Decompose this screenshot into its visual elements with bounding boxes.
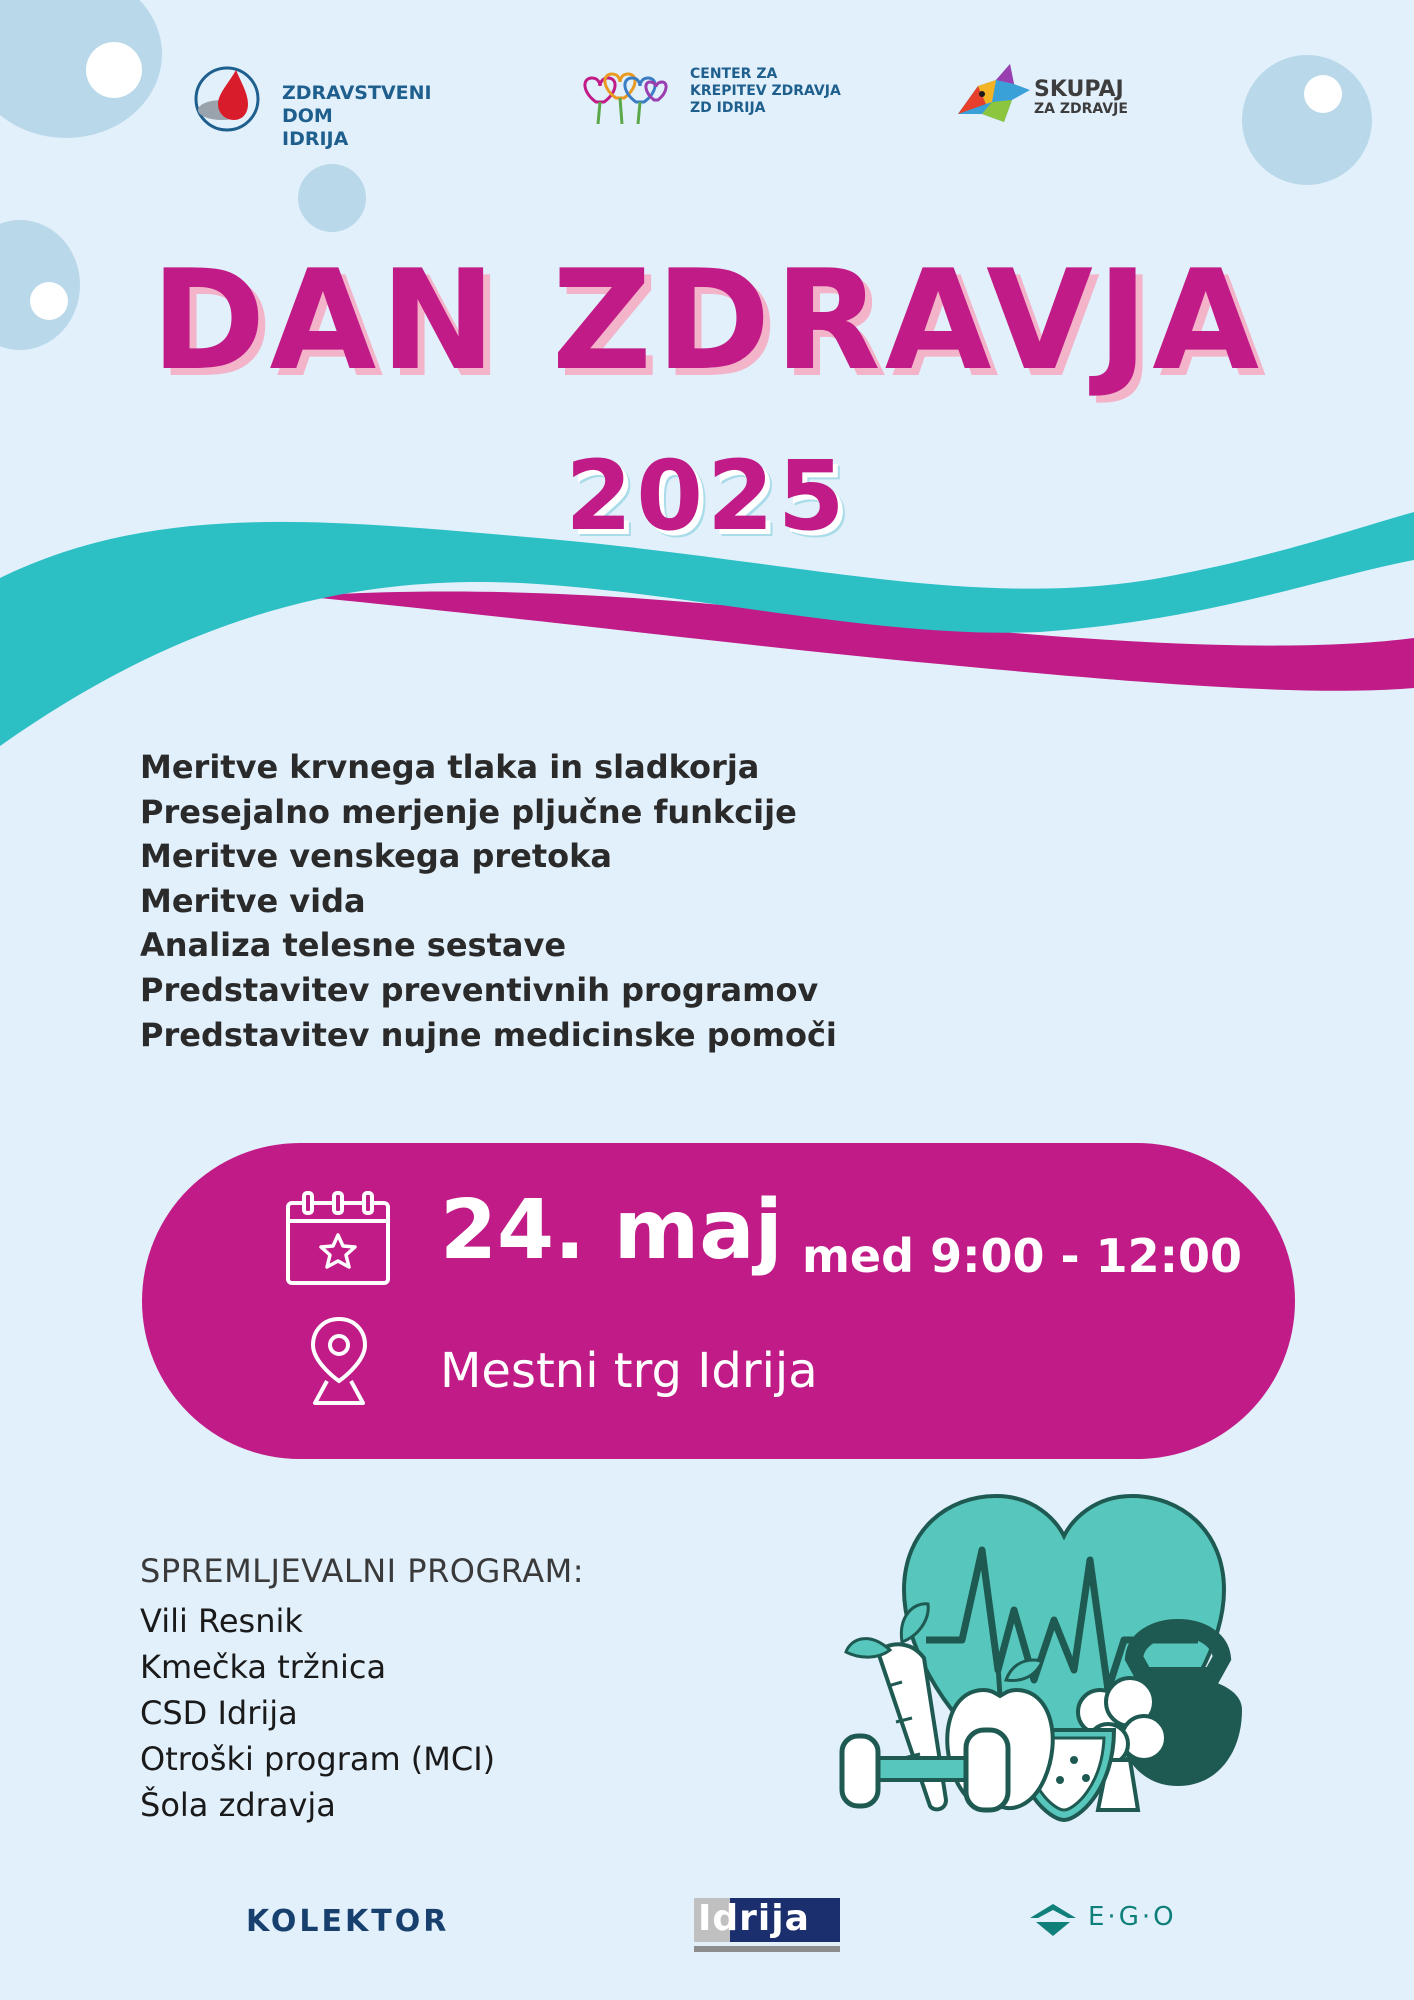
logo-center-krepitev-zdravja [578, 62, 888, 132]
ckz-name-line3: ZD IDRIJA [690, 99, 766, 116]
zd-name-line2: IDRIJA [282, 127, 349, 150]
sponsor-idrija [694, 1898, 840, 1954]
sponsor-kolektor: KOLEKTOR [246, 1904, 450, 1939]
ckz-name-line2: KREPITEV ZDRAVJA [690, 82, 841, 99]
program-item: Vili Resnik [140, 1602, 303, 1640]
skupaj-line2: ZA ZDRAVJE [1034, 101, 1128, 118]
blood-drop-logo-icon [192, 64, 262, 134]
service-item: Meritve vida [140, 881, 366, 920]
program-item: CSD Idrija [140, 1694, 298, 1732]
sponsor-ego [1026, 1898, 1206, 1942]
ego-wordmark: E·G·O [1088, 1902, 1177, 1932]
program-item: Kmečka tržnica [140, 1648, 387, 1686]
skupaj-line1: SKUPAJ [1034, 77, 1124, 102]
program-item: Otroški program (MCI) [140, 1740, 496, 1778]
program-heading: SPREMLJEVALNI PROGRAM: [140, 1552, 584, 1590]
health-illustration [838, 1490, 1276, 1844]
service-item: Predstavitev preventivnih programov [140, 970, 819, 1009]
decorative-bubble [1242, 55, 1372, 185]
event-info-banner [142, 1143, 1295, 1459]
calendar-star-icon [284, 1191, 392, 1287]
zd-name-line1: ZDRAVSTVENI DOM [282, 82, 432, 127]
event-location: Mestni trg Idrija [440, 1343, 818, 1399]
service-item: Presejalno merjenje pljučne funkcije [140, 792, 797, 831]
map-pin-icon [307, 1315, 371, 1407]
service-item: Analiza telesne sestave [140, 926, 567, 965]
services-list [140, 745, 837, 1057]
ckz-name-line1: CENTER ZA [690, 66, 778, 82]
service-item: Meritve krvnega tlaka in sladkorja [140, 748, 760, 786]
logo-skupaj-za-zdravje [952, 60, 1162, 130]
year-title: 2025 [565, 440, 849, 552]
service-item: Meritve venskega pretoka [140, 837, 612, 876]
idrija-wordmark: Idrija [698, 1898, 810, 1939]
event-time: med 9:00 - 12:00 [802, 1229, 1243, 1283]
ego-logo-icon [1026, 1900, 1080, 1940]
colorful-bird-logo-icon [952, 60, 1032, 126]
logo-zdravstveni-dom [192, 62, 482, 150]
program-list [140, 1598, 495, 1828]
page-title: DAN ZDRAVJA [150, 240, 1264, 401]
decorative-bubble [298, 164, 366, 232]
decorative-bubble-highlight [86, 42, 142, 98]
program-item: Šola zdravja [140, 1786, 336, 1824]
decorative-bubble-highlight [1304, 75, 1342, 113]
hearts-logo-icon [578, 68, 674, 128]
service-item: Predstavitev nujne medicinske pomoči [140, 1015, 837, 1054]
event-date: 24. maj [440, 1183, 783, 1278]
